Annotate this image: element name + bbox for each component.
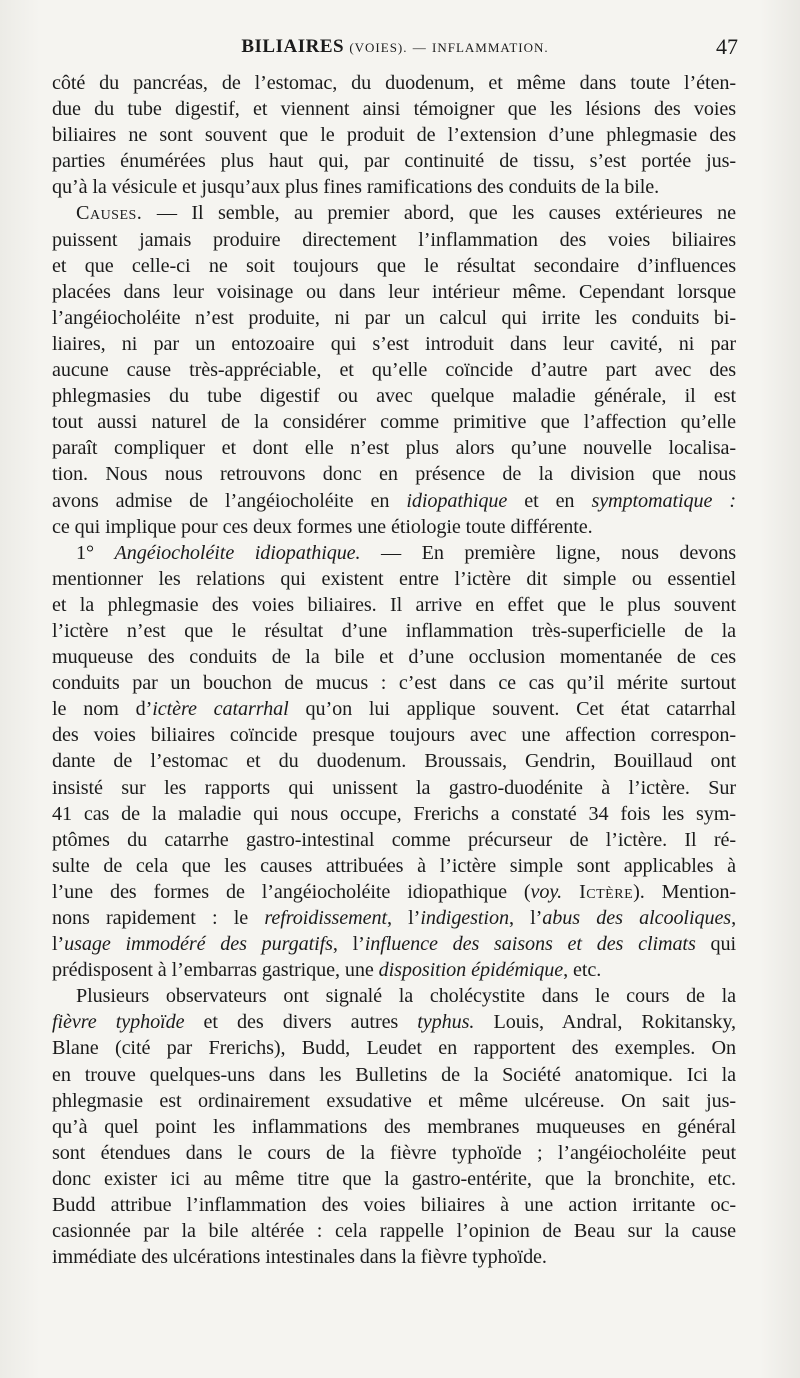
text-run: et la phlegmasie des voies biliaires. Il arrive en effet que le plus souvent xyxy=(52,593,736,616)
text-run: donc exister ici au même titre que la gastro-entérite, que la bronchite, etc. xyxy=(52,1167,736,1190)
text-run: , l’ xyxy=(386,907,421,929)
text-run: liaires, ni par un entozoaire qui s’est introduit dans leur cavité, ni par xyxy=(52,332,736,355)
running-head-main: BILIAIRES xyxy=(241,36,345,57)
text-run: casionnée par la bile altérée : cela rappelle l’opinion de Beau sur la cause xyxy=(52,1220,736,1243)
text-run: , l’ xyxy=(508,907,543,929)
text-line xyxy=(52,931,736,957)
text-run: des voies biliaires coïncide presque toujours avec une affection correspon- xyxy=(52,724,736,747)
text-line xyxy=(52,279,736,305)
text-run: puissent jamais produire directement l’inflammation des voies biliaires xyxy=(52,228,736,251)
text-line xyxy=(52,383,736,409)
italic-text: Angéiocholéite idiopathique. xyxy=(114,541,361,564)
text-line xyxy=(52,227,736,253)
italic-text: refroidissement xyxy=(264,907,387,929)
text-line xyxy=(52,853,736,879)
text-line xyxy=(52,1244,736,1270)
text-line xyxy=(52,827,736,853)
text-line xyxy=(52,435,736,461)
text-run: et que celle-ci ne soit toujours que le résultat secondaire d’influences xyxy=(52,254,736,277)
text-run: l’ictère n’est que le résultat d’une inflammation très-superficielle de la xyxy=(52,619,736,642)
italic-text: disposition épidémique xyxy=(378,959,564,982)
text-run: ). Mention- xyxy=(633,880,736,903)
text-run: aucune cause très-appréciable, et qu’elle coïncide d’autre part avec des xyxy=(52,359,736,382)
text-line xyxy=(52,148,736,174)
text-run: l’une des formes de l’angéiocholéite idiopathique ( xyxy=(52,880,531,903)
text-line xyxy=(52,331,736,357)
page-number: 47 xyxy=(716,34,738,59)
text-line xyxy=(52,801,736,827)
italic-text: typhus. xyxy=(417,1011,475,1034)
text-run: nons rapidement : le xyxy=(52,907,265,929)
text-run: phlegmasie est ordinairement exsudative et même ulcéreuse. On sait jus- xyxy=(52,1089,736,1112)
text-line xyxy=(52,461,736,487)
text-line xyxy=(52,905,736,931)
text-run: l’ xyxy=(52,933,65,956)
text-run: insisté sur les rapports qui unissent la gastro-duodénite à l’ictère. Sur xyxy=(52,776,736,799)
text-run: tion. Nous nous retrouvons donc en présence de la division que nous xyxy=(52,463,736,486)
running-head-sub: (VOIES). xyxy=(349,40,408,55)
text-run: due du tube digestif, et viennent ainsi témoigner que les lésions des voies xyxy=(52,98,736,121)
text-run: , xyxy=(731,907,736,929)
text-line xyxy=(52,1114,736,1140)
text-line xyxy=(52,409,736,435)
text-run: 1° xyxy=(76,541,115,564)
text-run: qui xyxy=(695,933,736,956)
text-line xyxy=(52,70,736,96)
text-run: dante de l’estomac et du duodenum. Broussais, Gendrin, Bouillaud ont xyxy=(52,750,736,773)
italic-text: fièvre typhoïde xyxy=(52,1011,185,1034)
text-run: 41 cas de la maladie qui nous occupe, Frerichs a constaté 34 fois les sym- xyxy=(52,802,736,825)
text-run: mentionner les relations qui existent entre l’ictère dit simple ou essentiel xyxy=(52,567,736,590)
small-caps-text: Ictère xyxy=(579,880,634,903)
text-run: tout aussi naturel de la considérer comme primitive que l’affection qu’elle xyxy=(52,411,736,434)
text-line xyxy=(52,696,736,722)
italic-text: indigestion xyxy=(420,907,509,929)
text-line xyxy=(52,1140,736,1166)
italic-text: symptomatique : xyxy=(591,489,736,512)
text-run: l’angéiocholéite n’est produite, ni par un calcul qui irrite les conduits bi- xyxy=(52,306,736,329)
small-caps-text: Causes. xyxy=(76,202,143,225)
text-line xyxy=(52,488,736,514)
text-run xyxy=(562,881,579,903)
text-run: qu’on lui applique souvent. Cet état catarrhal xyxy=(288,698,736,721)
text-run: sont étendues dans le cours de la fièvre typhoïde ; l’angéiocholéite peut xyxy=(52,1141,736,1164)
text-line xyxy=(52,748,736,774)
text-run: qu’à la vésicule et jusqu’aux plus fines ramifications des conduits de la bile. xyxy=(52,176,660,199)
text-run: prédisposent à l’embarras gastrique, une xyxy=(52,959,379,982)
text-line xyxy=(52,1062,736,1088)
text-run: le nom d’ xyxy=(52,698,153,721)
text-run: qu’à quel point les inflammations des membranes muqueuses en général xyxy=(52,1115,736,1138)
text-run: muqueuse des conduits de la bile et d’une occlusion momentanée de ces xyxy=(52,646,736,669)
text-run: , etc. xyxy=(563,959,602,982)
text-run: ptômes du catarrhe gastro-intestinal comme précurseur de l’ictère. Il ré- xyxy=(52,828,736,851)
text-run: — Il semble, au premier abord, que les causes extérieures ne xyxy=(142,202,736,225)
italic-text: abus des alcooliques xyxy=(542,907,732,929)
text-run: placées dans leur voisinage ou dans leur intérieur même. Cependant lorsque xyxy=(52,280,736,303)
text-run: Louis, Andral, Rokitansky, xyxy=(474,1011,736,1034)
text-line xyxy=(52,1088,736,1114)
text-line xyxy=(52,174,736,200)
text-line xyxy=(52,96,736,122)
text-run: en trouve quelques-uns dans les Bulletins de la Société anatomique. Ici la xyxy=(52,1063,736,1086)
text-run: immédiate des ulcérations intestinales dans la fièvre typhoïde. xyxy=(52,1246,547,1269)
text-line xyxy=(52,1035,736,1061)
text-run: Budd attribue l’inflammation des voies biliaires à une action irritante oc- xyxy=(52,1194,736,1217)
text-run: avons admise de l’angéiocholéite en xyxy=(52,489,407,512)
text-line xyxy=(52,775,736,801)
text-run: Blane (cité par Frerichs), Budd, Leudet en rapportent des exemples. On xyxy=(52,1037,736,1060)
text-line xyxy=(52,200,736,226)
text-line xyxy=(52,618,736,644)
text-run: côté du pancréas, de l’estomac, du duodenum, et même dans toute l’éten- xyxy=(52,72,736,94)
text-run: , l’ xyxy=(332,933,365,956)
running-head xyxy=(241,36,548,58)
text-line xyxy=(52,357,736,383)
text-run: parties énumérées plus haut qui, par continuité de tissu, s’est portée jus- xyxy=(52,150,736,173)
running-header xyxy=(52,36,738,70)
text-line xyxy=(52,1192,736,1218)
text-run: paraît compliquer et dont elle n’est plus alors qu’une nouvelle localisa- xyxy=(52,437,736,460)
text-line xyxy=(52,253,736,279)
text-line xyxy=(52,1166,736,1192)
text-line xyxy=(52,879,736,905)
text-line xyxy=(52,722,736,748)
italic-text: idiopathique xyxy=(406,489,508,512)
text-line xyxy=(52,670,736,696)
text-line xyxy=(52,540,736,566)
italic-text: ictère catarrhal xyxy=(152,698,289,721)
italic-text: usage immodéré des purgatifs xyxy=(64,933,333,956)
text-run: et des divers autres xyxy=(184,1011,418,1034)
text-line xyxy=(52,305,736,331)
text-line xyxy=(52,592,736,618)
running-head-dash: — xyxy=(412,40,427,55)
text-run: ce qui implique pour ces deux formes une étiologie toute différente. xyxy=(52,515,593,538)
text-line xyxy=(52,957,736,983)
text-run: biliaires ne sont souvent que le produit de l’extension d’une phlegmasie des xyxy=(52,124,736,147)
body-text xyxy=(52,70,736,1270)
text-line xyxy=(52,1218,736,1244)
italic-text: influence des saisons et des climats xyxy=(364,933,696,956)
text-run: phlegmasies du tube digestif ou avec quelque maladie générale, il est xyxy=(52,385,736,408)
text-line xyxy=(52,122,736,148)
running-head-section: INFLAMMATION. xyxy=(432,40,549,55)
text-run: conduits par un bouchon de mucus : c’est dans ce cas qu’il mérite surtout xyxy=(52,672,736,695)
text-run: et en xyxy=(507,489,592,512)
text-line xyxy=(52,983,736,1009)
text-line xyxy=(52,644,736,670)
text-line xyxy=(52,566,736,592)
text-line xyxy=(52,1009,736,1035)
text-run: Plusieurs observateurs ont signalé la cholécystite dans le cours de la xyxy=(76,985,736,1008)
text-run: sulte de cela que les causes attribuées à l’ictère simple sont applicables à xyxy=(52,854,736,877)
italic-text: voy. xyxy=(530,880,563,903)
text-line xyxy=(52,514,736,540)
text-run: — En première ligne, nous devons xyxy=(360,541,736,564)
